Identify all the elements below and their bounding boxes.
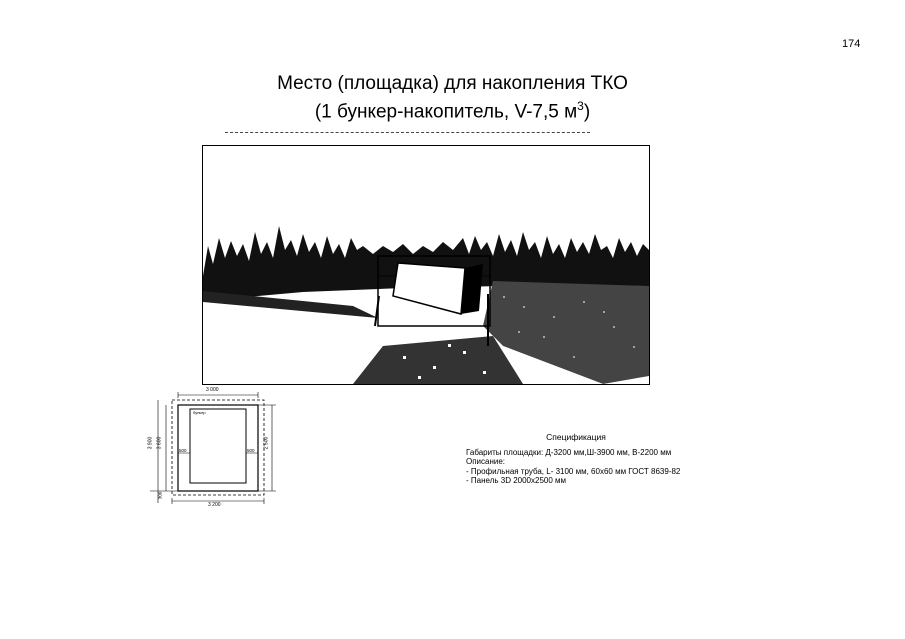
dim-inner-left-label: 500 xyxy=(179,448,187,453)
dim-left-inner-label: 3 600 xyxy=(156,436,163,450)
title-line-2-close: ) xyxy=(583,101,591,123)
dim-left-outer-label: 3 900 xyxy=(147,436,154,450)
dim-top-label: 3 000 xyxy=(206,387,219,393)
dim-bottom-left-label: 300 xyxy=(157,491,163,500)
title-line-1: Место (площадка) для накопления ТКО xyxy=(277,73,628,94)
title-line-2-text: (1 бункер-накопитель, V-7,5 м xyxy=(314,101,578,123)
specification-title: Спецификация xyxy=(546,432,606,442)
decorative-rule xyxy=(225,132,590,133)
specification-line: - Профильная труба, L- 3100 мм, 60х60 мм ГОСТ 8639-82 xyxy=(466,466,681,476)
title-superscript: 3 xyxy=(577,99,584,113)
specification-line: Габариты площадки: Д-3200 мм,Ш-3900 мм, В-2200 мм xyxy=(466,447,672,457)
site-visualization-image xyxy=(202,145,650,385)
page-number: 174 xyxy=(842,38,861,50)
specification-line: Описание: xyxy=(466,457,506,467)
specification-block xyxy=(466,433,686,486)
title-line-2 xyxy=(0,95,905,123)
dim-inner-right-label: 500 xyxy=(247,448,255,453)
site-plan-drawing xyxy=(147,385,290,510)
document-title xyxy=(0,72,905,123)
dim-bottom-label: 3 200 xyxy=(208,502,221,508)
specification-line: - Панель 3D 2000х2500 мм xyxy=(466,476,567,486)
bunker-label: бункер xyxy=(193,410,206,415)
dim-right-label: 2 500 xyxy=(263,436,270,450)
visualization-drawing xyxy=(203,146,649,384)
